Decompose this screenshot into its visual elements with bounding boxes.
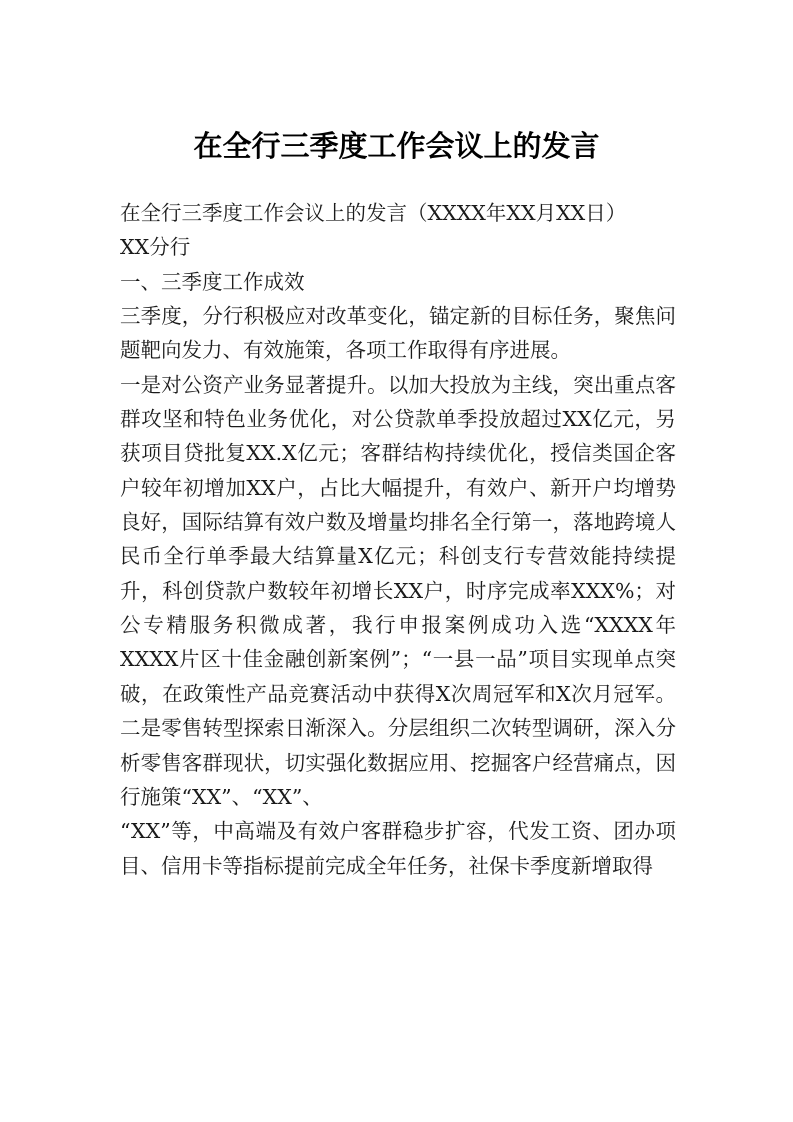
speech-heading-line: 在全行三季度工作会议上的发言（XXXX年XX月XX日） xyxy=(120,201,627,225)
body-paragraph: “XX”等，中高端及有效户客群稳步扩容，代发工资、团办项目、信用卡等指标提前完成全年任务，社保卡季度新增取得 xyxy=(120,819,676,878)
body-paragraph: 三季度，分行积极应对改革变化，锚定新的目标任务，聚焦问题靶向发力、有效施策，各项工作取得有序进展。 xyxy=(120,304,676,363)
section-heading: 一、三季度工作成效 xyxy=(120,269,305,294)
branch-name-line: XX分行 xyxy=(120,235,191,260)
document-title: 在全行三季度工作会议上的发言 xyxy=(193,129,600,163)
document-body xyxy=(120,196,676,883)
body-paragraph: 一是对公资产业务显著提升。以加大投放为主线，突出重点客群攻坚和特色业务优化，对公贷款单季投放超过XX亿元，另获项目贷批复XX.X亿元；客群结构持续优化，授信类国企客户较年初增加XX户，占比大幅提升，有效户、新开户均增势良好，国际结算有效户数及增量均排名全行第一，落地跨境人民币全行单季最大结算量X亿元；科创支行专营效能持续提升，科创贷款户数较年初增长XX户，时序完成率XXX%；对公专精服务积微成著，我行申报案例成功入选“XXXX年XXXX片区十佳金融创新案例”；“一县一品”项目实现单点突破，在政策性产品竞赛活动中获得X次周冠军和X次月冠军。二是零售转型探索日渐深入。分层组织二次转型调研，深入分析零售客群现状，切实强化数据应用、挖掘客户经营痛点，因行施策“XX”、“XX”、 xyxy=(120,372,676,809)
